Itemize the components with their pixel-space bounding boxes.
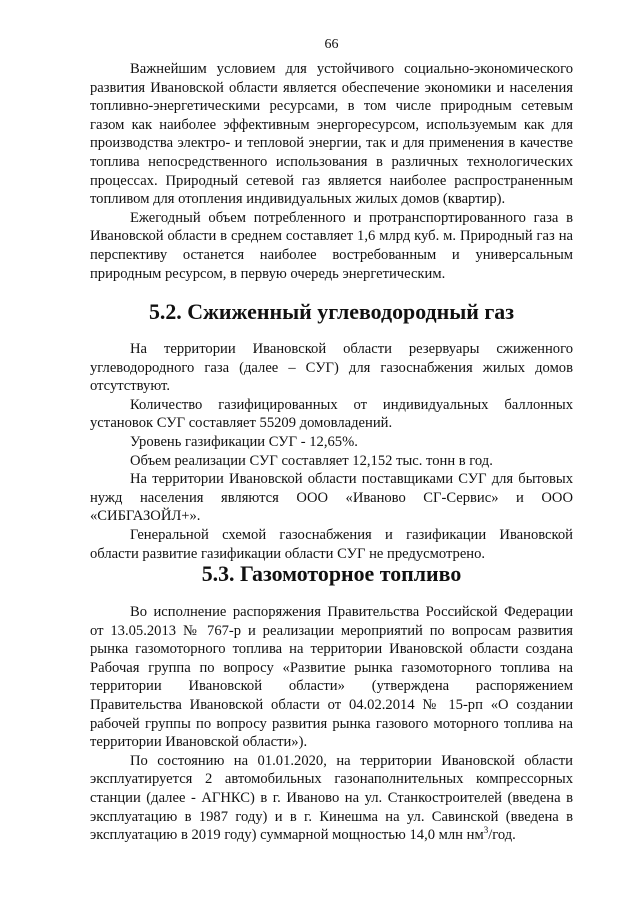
paragraph: На территории Ивановской области резервуары сжиженного углеводородного газа (далее – СУГ) для газоснабжения жилых домов отсутствуют. — [90, 341, 573, 395]
paragraph: На территории Ивановской области поставщиками СУГ для бытовых нужд населения являются ООО «Иваново СГ-Сервис» и ООО «СИБГАЗОЙЛ+». — [90, 471, 573, 525]
superscript: 3 — [483, 825, 489, 836]
intro-section — [90, 60, 573, 283]
paragraph: Во исполнение распоряжения Правительства Российской Федерации от 13.05.2013 № 767-р и реализации мероприятий по вопросам развития рынка газомоторного топлива на территории Ивановской области создана Рабочая группа по вопросу «Развитие рынка газомоторного топлива на территории Ивановской области» (утверждена распоряжением Правительства Ивановской области от 04.02.2014 № 15-рп «О создании рабочей группы по вопросу развития рынка газового моторного топлива на территории Ивановской области»). — [90, 604, 573, 751]
paragraph: Ежегодный объем потребленного и протранспортированного газа в Ивановской области в среднем составляет 1,6 млрд куб. м. Природный газ на перспективу останется наиболее востребованным и универсальным природным ресурсом, в первую очередь энергетическим. — [90, 209, 573, 282]
paragraph: Важнейшим условием для устойчивого социально-экономического развития Ивановской области является обеспечение экономики и населения топливно-энергетическими ресурсами, в том числе природным сетевым газом как наиболее эффективным энергоресурсом, используемым как для производства электро- и тепловой энергии, так и для применения в качестве топлива непосредственного использования в различных технологических процессах. Природный сетевой газ является наиболее распространенным топливом для отопления индивидуальных жилых домов (квартир). — [90, 61, 573, 208]
page-number: 66 — [324, 37, 339, 52]
section-5-2-body — [90, 340, 573, 563]
paragraph: Объем реализации СУГ составляет 12,152 тыс. тонн в год. — [130, 452, 493, 469]
paragraph-text: По состоянию на 01.01.2020, на территории Ивановской области эксплуатируется 2 автомобильных газонаполнительных компрессорных станции (далее - АГНКС) в г. Иваново на ул. Станкостроителей (введена в эксплуатацию в 1987 году) и в г. Кинешма на ул. Савинской (введена в эксплуатацию в 2019 году) суммарной мощностью 14,0 млн нм — [90, 752, 573, 844]
section-5-3-body — [90, 603, 573, 845]
paragraph-text-end: /год. — [488, 827, 516, 844]
paragraph: Генеральной схемой газоснабжения и газификации Ивановской области развитие газификации области СУГ не предусмотрено. — [90, 526, 573, 562]
section-heading-5-2: 5.2. Сжиженный углеводородный газ — [148, 299, 515, 324]
paragraph: Количество газифицированных от индивидуальных баллонных установок СУГ составляет 55209 домовладений. — [90, 396, 573, 432]
section-heading-5-3: 5.3. Газомоторное топливо — [201, 561, 462, 586]
paragraph: Уровень газификации СУГ - 12,65%. — [130, 433, 358, 450]
paragraph-capacity — [90, 752, 573, 845]
